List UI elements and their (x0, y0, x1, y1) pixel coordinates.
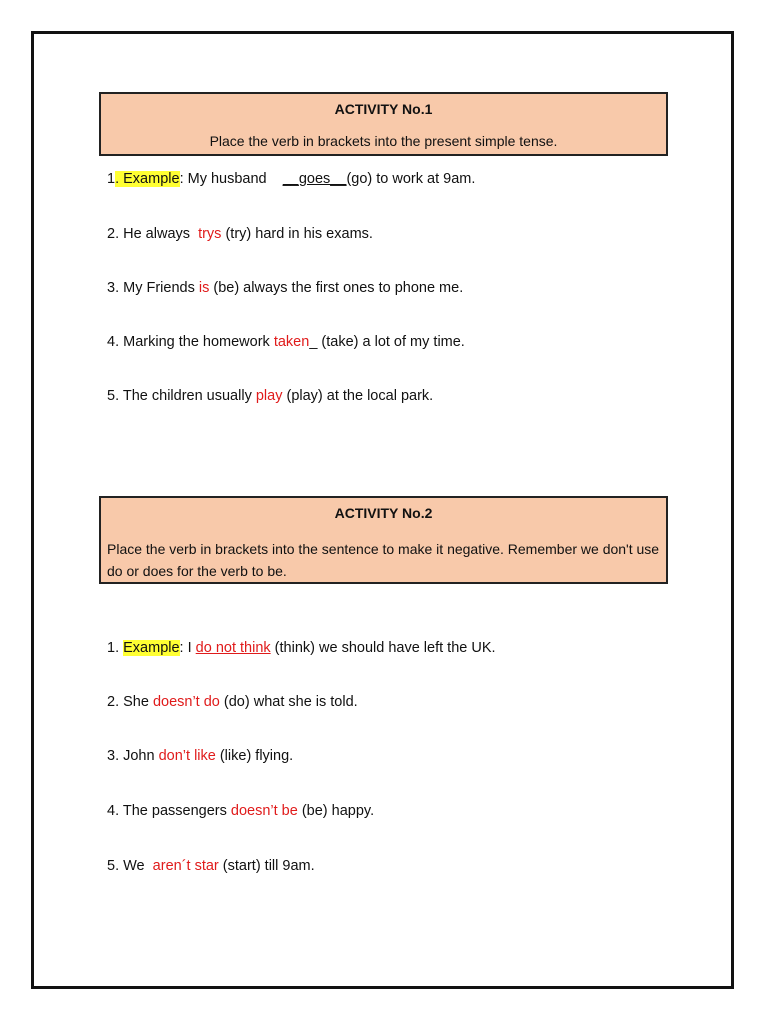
item-text: (try) hard in his exams. (221, 226, 373, 242)
activity-1-item-2 (107, 226, 373, 242)
item-text: 5. We (107, 858, 153, 874)
activity-1-title: ACTIVITY No.1 (334, 101, 433, 117)
item-text: _ (309, 334, 322, 350)
item-text: (think) we should have left the UK. (270, 640, 496, 656)
item-text: 4. The passengers (107, 803, 231, 819)
activity-2-item-1 (107, 640, 496, 656)
example-answer: __goes__ (282, 171, 347, 187)
item-text: (be) happy. (297, 803, 375, 819)
activity-1-item-1 (107, 171, 475, 187)
activity-1-item-5 (107, 388, 433, 404)
activity-2-item-4 (107, 803, 374, 819)
item-text: (go) to work at 9am. (346, 171, 476, 187)
item-text: 2. She (107, 694, 153, 710)
answer-text: trys (198, 226, 222, 242)
item-text: (take) a lot of my time. (321, 334, 465, 350)
answer-text: aren´t star (152, 858, 219, 874)
activity-1-item-4 (107, 334, 465, 350)
activity-2-instruction: Place the verb in brackets into the sentence to make it negative. Remember we don't use do or does for the verb to be. (107, 541, 660, 579)
item-text: (like) flying. (215, 748, 294, 764)
item-text: 2. He always (107, 226, 199, 242)
item-text: 4. Marking the homework (107, 334, 274, 350)
item-text: (start) till 9am. (218, 858, 315, 874)
item-text: (play) at the local park. (282, 388, 434, 404)
activity-2-item-2 (107, 694, 358, 710)
activity-1-item-3 (107, 280, 463, 296)
example-highlight: . Example (115, 171, 180, 187)
example-answer: do not think (195, 640, 271, 656)
activity-1-header-box (99, 92, 668, 156)
answer-text: play (255, 388, 283, 404)
item-text: 3. John (107, 748, 159, 764)
activity-2-item-3 (107, 748, 293, 764)
item-text: : I (179, 640, 196, 656)
activity-2-item-5 (107, 858, 315, 874)
answer-text: is (198, 280, 210, 296)
item-number: 1. (107, 640, 124, 656)
item-text: (be) always the first ones to phone me. (209, 280, 464, 296)
answer-text: doesn’t do (152, 694, 220, 710)
activity-1-instruction: Place the verb in brackets into the present simple tense. (209, 133, 558, 149)
answer-text: doesn’t be (230, 803, 298, 819)
example-highlight: Example (123, 640, 180, 656)
item-text: (do) what she is told. (219, 694, 358, 710)
activity-2-header-box (99, 496, 668, 584)
item-text: : My husband (179, 171, 283, 187)
item-number: 1 (107, 171, 116, 187)
item-text: 5. The children usually (107, 388, 256, 404)
item-text: 3. My Friends (107, 280, 199, 296)
activity-2-title: ACTIVITY No.2 (334, 505, 433, 521)
answer-text: taken (273, 334, 310, 350)
answer-text: don’t like (158, 748, 216, 764)
